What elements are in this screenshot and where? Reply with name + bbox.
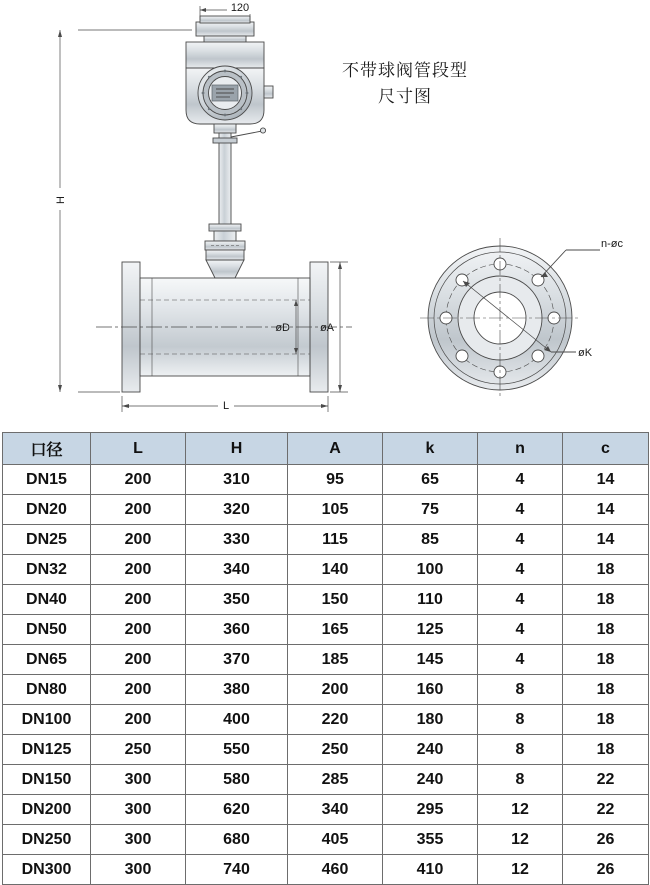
cell-value: 145 bbox=[383, 645, 478, 675]
label-bolt-holes: n-øc bbox=[601, 238, 623, 250]
cell-value: 320 bbox=[186, 495, 288, 525]
cell-value: 105 bbox=[288, 495, 383, 525]
column-header: L bbox=[91, 433, 186, 465]
cell-value: 18 bbox=[563, 705, 649, 735]
cell-value: 165 bbox=[288, 615, 383, 645]
cell-value: 14 bbox=[563, 525, 649, 555]
drawing-title bbox=[300, 58, 510, 109]
cell-value: 200 bbox=[91, 465, 186, 495]
cell-dn: DN50 bbox=[3, 615, 91, 645]
cell-value: 100 bbox=[383, 555, 478, 585]
cell-value: 200 bbox=[288, 675, 383, 705]
cell-value: 26 bbox=[563, 855, 649, 885]
cell-value: 360 bbox=[186, 615, 288, 645]
table-row bbox=[3, 765, 649, 795]
cell-dn: DN25 bbox=[3, 525, 91, 555]
cell-value: 380 bbox=[186, 675, 288, 705]
cell-dn: DN32 bbox=[3, 555, 91, 585]
cell-dn: DN100 bbox=[3, 705, 91, 735]
column-header: c bbox=[563, 433, 649, 465]
cell-value: 85 bbox=[383, 525, 478, 555]
table-row bbox=[3, 825, 649, 855]
cell-value: 200 bbox=[91, 645, 186, 675]
cell-value: 250 bbox=[91, 735, 186, 765]
cell-value: 8 bbox=[478, 765, 563, 795]
table-row bbox=[3, 705, 649, 735]
cell-dn: DN40 bbox=[3, 585, 91, 615]
cell-value: 4 bbox=[478, 585, 563, 615]
cell-value: 18 bbox=[563, 735, 649, 765]
table-row bbox=[3, 585, 649, 615]
label-length: L bbox=[222, 400, 230, 412]
cell-value: 8 bbox=[478, 735, 563, 765]
cell-value: 200 bbox=[91, 555, 186, 585]
cell-value: 200 bbox=[91, 495, 186, 525]
cell-value: 580 bbox=[186, 765, 288, 795]
cell-value: 300 bbox=[91, 855, 186, 885]
column-header: 口径 bbox=[3, 433, 91, 465]
cell-value: 240 bbox=[383, 765, 478, 795]
cell-value: 12 bbox=[478, 825, 563, 855]
cell-dn: DN20 bbox=[3, 495, 91, 525]
cell-value: 65 bbox=[383, 465, 478, 495]
table-row bbox=[3, 555, 649, 585]
cell-value: 4 bbox=[478, 495, 563, 525]
cell-value: 310 bbox=[186, 465, 288, 495]
drawing-area bbox=[0, 0, 650, 425]
table-row bbox=[3, 855, 649, 885]
cell-value: 370 bbox=[186, 645, 288, 675]
spec-table bbox=[2, 432, 649, 885]
cell-value: 340 bbox=[288, 795, 383, 825]
cell-value: 18 bbox=[563, 555, 649, 585]
cell-value: 150 bbox=[288, 585, 383, 615]
cell-value: 405 bbox=[288, 825, 383, 855]
table-row bbox=[3, 675, 649, 705]
cell-value: 14 bbox=[563, 465, 649, 495]
table-row bbox=[3, 795, 649, 825]
cell-value: 22 bbox=[563, 765, 649, 795]
table-row bbox=[3, 495, 649, 525]
cell-value: 4 bbox=[478, 645, 563, 675]
cell-value: 200 bbox=[91, 525, 186, 555]
cell-dn: DN300 bbox=[3, 855, 91, 885]
flange-face-view bbox=[420, 238, 600, 398]
drawing-title-line2: 尺寸图 bbox=[378, 86, 432, 106]
cell-value: 140 bbox=[288, 555, 383, 585]
pipe-body bbox=[96, 250, 352, 392]
cell-value: 300 bbox=[91, 825, 186, 855]
cell-value: 620 bbox=[186, 795, 288, 825]
cell-value: 12 bbox=[478, 855, 563, 885]
cell-value: 740 bbox=[186, 855, 288, 885]
label-top-width: 120 bbox=[230, 2, 250, 14]
cell-value: 250 bbox=[288, 735, 383, 765]
cell-value: 4 bbox=[478, 465, 563, 495]
cell-value: 300 bbox=[91, 765, 186, 795]
label-height: H bbox=[55, 196, 67, 204]
cell-value: 330 bbox=[186, 525, 288, 555]
table-row bbox=[3, 615, 649, 645]
label-flange-dia: øA bbox=[319, 322, 334, 334]
cell-value: 4 bbox=[478, 555, 563, 585]
cell-value: 220 bbox=[288, 705, 383, 735]
cell-value: 8 bbox=[478, 675, 563, 705]
table-row bbox=[3, 525, 649, 555]
cell-value: 200 bbox=[91, 615, 186, 645]
cell-value: 4 bbox=[478, 615, 563, 645]
cell-value: 185 bbox=[288, 645, 383, 675]
cell-value: 355 bbox=[383, 825, 478, 855]
cell-value: 12 bbox=[478, 795, 563, 825]
cell-value: 18 bbox=[563, 585, 649, 615]
cell-value: 26 bbox=[563, 825, 649, 855]
cell-value: 8 bbox=[478, 705, 563, 735]
cell-dn: DN150 bbox=[3, 765, 91, 795]
cell-value: 160 bbox=[383, 675, 478, 705]
cell-value: 410 bbox=[383, 855, 478, 885]
cell-dn: DN15 bbox=[3, 465, 91, 495]
cell-value: 400 bbox=[186, 705, 288, 735]
cell-value: 180 bbox=[383, 705, 478, 735]
spec-table-body bbox=[3, 465, 649, 885]
cell-value: 295 bbox=[383, 795, 478, 825]
cell-dn: DN125 bbox=[3, 735, 91, 765]
cell-value: 285 bbox=[288, 765, 383, 795]
cell-value: 550 bbox=[186, 735, 288, 765]
cell-value: 460 bbox=[288, 855, 383, 885]
label-bolt-circle: øK bbox=[578, 347, 593, 359]
column-header: H bbox=[186, 433, 288, 465]
cell-value: 4 bbox=[478, 525, 563, 555]
spec-table-head bbox=[3, 433, 649, 465]
cell-value: 18 bbox=[563, 675, 649, 705]
label-bore-dia: øD bbox=[275, 322, 290, 334]
cell-value: 18 bbox=[563, 645, 649, 675]
column-header: k bbox=[383, 433, 478, 465]
table-row bbox=[3, 465, 649, 495]
spec-table-wrap bbox=[0, 432, 650, 885]
table-row bbox=[3, 645, 649, 675]
table-row bbox=[3, 735, 649, 765]
cell-dn: DN80 bbox=[3, 675, 91, 705]
cell-dn: DN200 bbox=[3, 795, 91, 825]
cell-value: 110 bbox=[383, 585, 478, 615]
cell-value: 340 bbox=[186, 555, 288, 585]
cell-value: 300 bbox=[91, 795, 186, 825]
cell-value: 125 bbox=[383, 615, 478, 645]
cell-value: 200 bbox=[91, 675, 186, 705]
column-header: n bbox=[478, 433, 563, 465]
cell-value: 350 bbox=[186, 585, 288, 615]
cell-value: 75 bbox=[383, 495, 478, 525]
cell-value: 18 bbox=[563, 615, 649, 645]
transmitter-housing bbox=[186, 16, 273, 133]
cell-value: 95 bbox=[288, 465, 383, 495]
cell-dn: DN250 bbox=[3, 825, 91, 855]
cell-value: 200 bbox=[91, 585, 186, 615]
table-header-row bbox=[3, 433, 649, 465]
cell-value: 200 bbox=[91, 705, 186, 735]
drawing-title-line1: 不带球阀管段型 bbox=[342, 61, 468, 80]
column-header: A bbox=[288, 433, 383, 465]
cell-value: 240 bbox=[383, 735, 478, 765]
probe-stem bbox=[205, 128, 266, 250]
cell-value: 680 bbox=[186, 825, 288, 855]
cell-value: 14 bbox=[563, 495, 649, 525]
cell-value: 115 bbox=[288, 525, 383, 555]
cell-value: 22 bbox=[563, 795, 649, 825]
cell-dn: DN65 bbox=[3, 645, 91, 675]
